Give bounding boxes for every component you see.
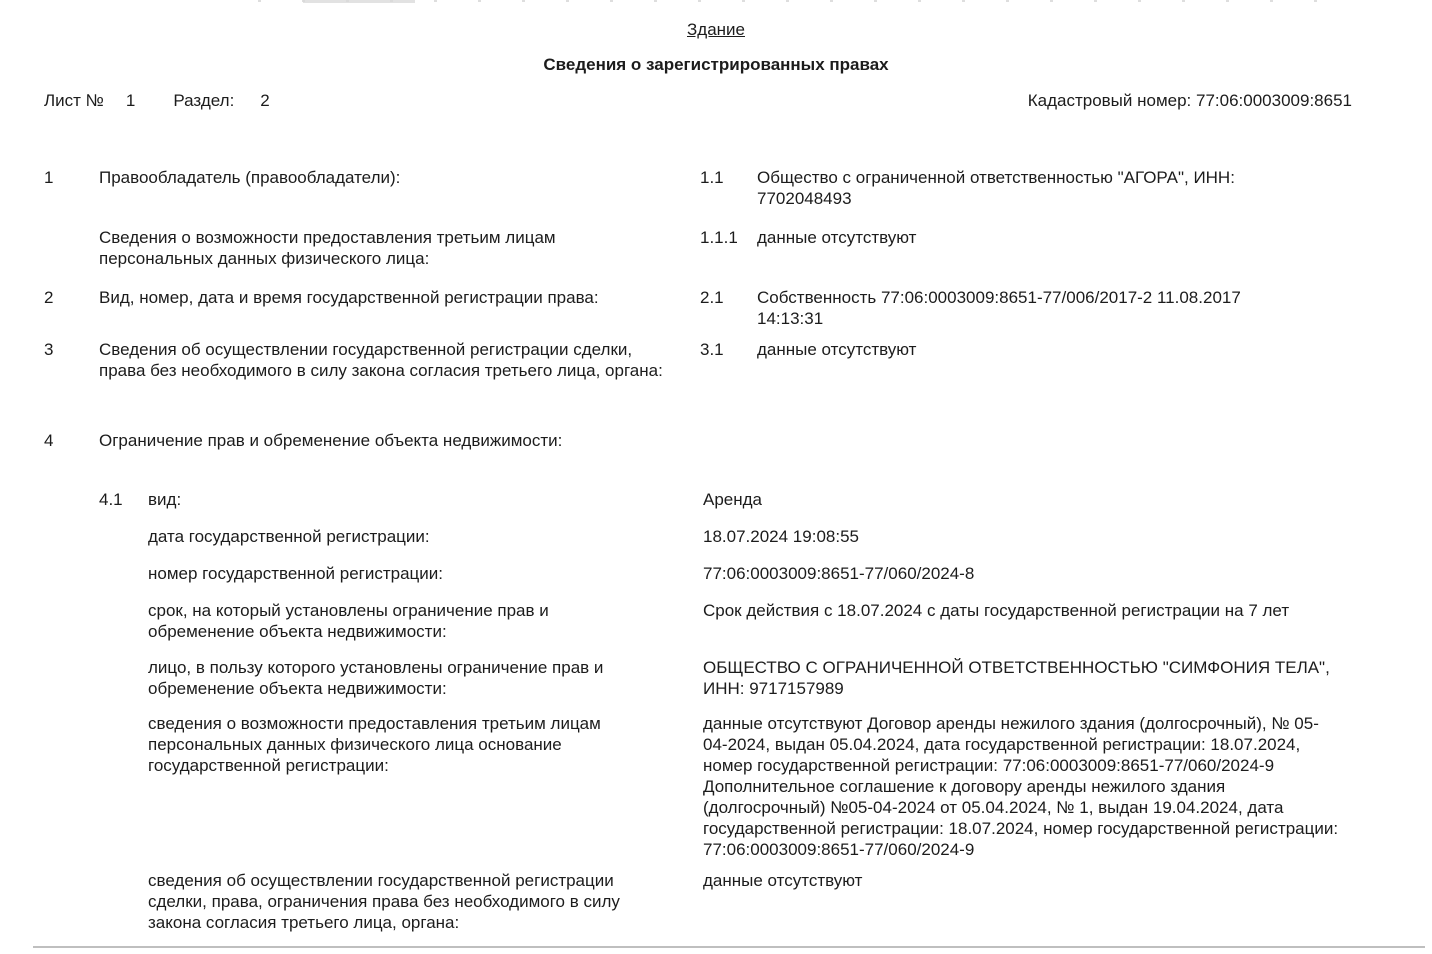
row-value: данные отсутствуют [703,871,863,890]
row-value: данные отсутствуют Договор аренды нежилого здания (долгосрочный), № 05-04-2024, выдан 05.04.2024, дата государственной регистрации: 18.07.2024, номер государственной регистрации: 77:06:0003009:8651-77/060/2024-9 Дополнительное соглашение к договору аренды нежилого здания (долгосрочный) №05-04-2024 от 05.04.2024, № 1, выдан 19.04.2024, дата государственной регистрации: 18.07.2024, номер государственной регистрации: 77:06:0003009:8651-77/060/2024-9 [703,714,1339,859]
row-value: Общество с ограниченной ответственностью "АГОРА", ИНН: 7702048493 [757,168,1235,208]
row-label: Вид, номер, дата и время государственной регистрации права: [99,288,599,307]
row-label: сведения о возможности предоставления третьим лицам персональных данных физического лица основание государственной регистрации: [148,714,601,775]
row-label: Сведения об осуществлении государственной регистрации сделки, права без необходимого в силу закона согласия третьего лица, органа: [99,340,663,380]
row-label: Правообладатель (правообладатели): [99,168,401,187]
row-value: данные отсутствуют [757,228,917,247]
object-type-heading: Здание [687,20,745,39]
sheet-meta [44,90,270,111]
row-value: Аренда [703,490,763,509]
row-number: 3 [44,340,54,359]
row-number: 1 [44,168,54,187]
value-number: 2.1 [700,288,724,307]
sheet-label: Лист № [44,91,104,110]
row-value: Собственность 77:06:0003009:8651-77/006/2017-2 11.08.2017 14:13:31 [757,288,1241,328]
row-value: Срок действия с 18.07.2024 с даты государственной регистрации на 7 лет [703,601,1290,620]
row-label: сведения об осуществлении государственной регистрации сделки, права, ограничения права без необходимого в силу закона согласия третьего лица, органа: [148,871,620,932]
row-label: срок, на который установлены ограничение прав и обременение объекта недвижимости: [148,601,549,641]
cadastral-number: Кадастровый номер: 77:06:0003009:8651 [1027,91,1352,110]
row-label: номер государственной регистрации: [148,564,443,583]
row-number: 4 [44,431,54,450]
row-value: 18.07.2024 19:08:55 [703,527,859,546]
row-value: данные отсутствуют [757,340,917,359]
row-label: дата государственной регистрации: [148,527,430,546]
row-value: ОБЩЕСТВО С ОГРАНИЧЕННОЙ ОТВЕТСТВЕННОСТЬЮ "СИМФОНИЯ ТЕЛА", ИНН: 9717157989 [703,658,1330,698]
row-label: Ограничение прав и обременение объекта недвижимости: [99,431,563,450]
value-number: 1.1.1 [700,228,738,247]
row-label: лицо, в пользу которого установлены ограничение прав и обременение объекта недвижимости: [148,658,604,698]
row-number: 2 [44,288,54,307]
section-label: Раздел: [173,91,235,110]
row-label: вид: [148,490,182,509]
section-number: 2 [260,91,270,110]
row-label: Сведения о возможности предоставления третьим лицам персональных данных физического лица: [99,228,556,268]
value-number: 3.1 [700,340,724,359]
row-number: 4.1 [99,490,123,509]
row-value: 77:06:0003009:8651-77/060/2024-8 [703,564,975,583]
sheet-number: 1 [125,91,136,110]
page-title: Сведения о зарегистрированных правах [543,55,889,74]
value-number: 1.1 [700,168,724,187]
cropped-row-ticks [258,0,1328,2]
bottom-divider [33,946,1425,948]
